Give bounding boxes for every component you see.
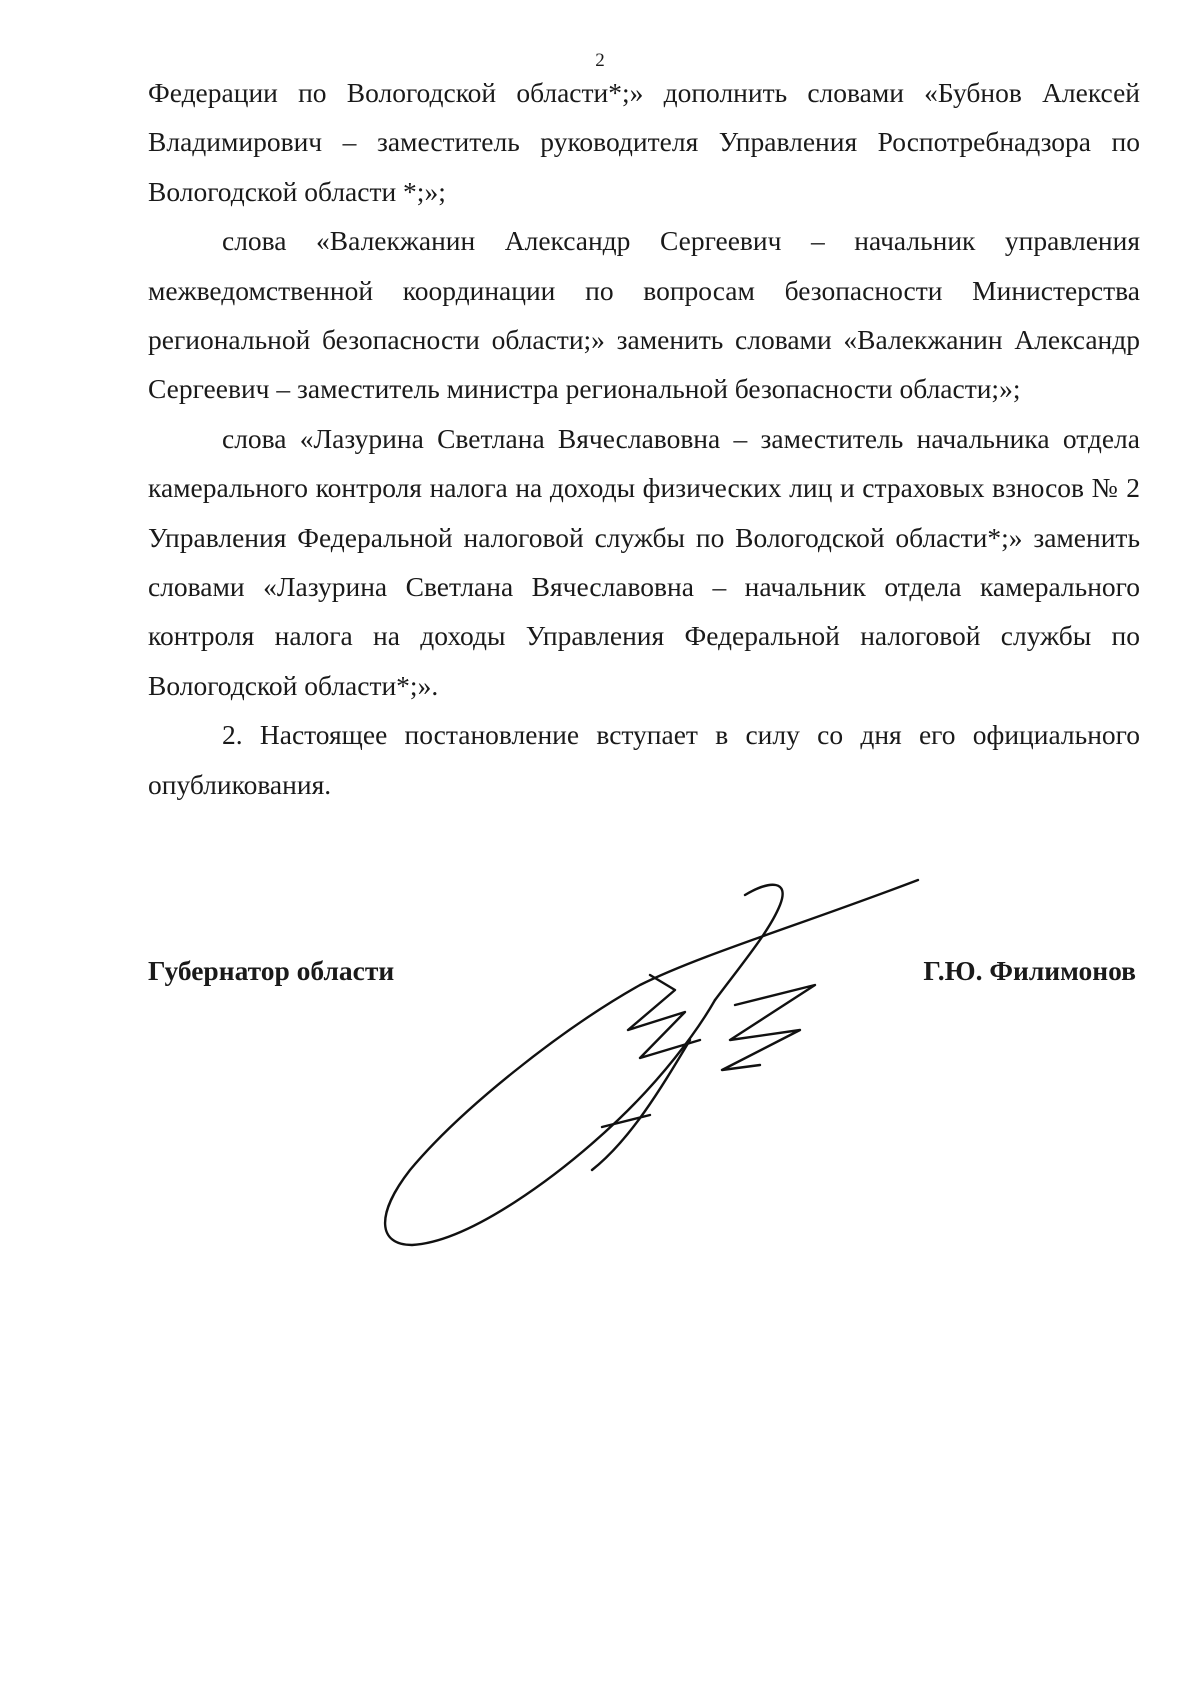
paragraph-valekzhanin: слова «Валекжанин Александр Сергеевич – начальник управления межведомственной координации по вопросам безопасности Министерства региональной безопасности области;» заменить словами «Валекжанин Александр Сергеевич – заместитель министра региональной безопасности области;»; [148, 225, 1140, 405]
signatory-position: Губернатор области [148, 955, 395, 986]
signature-block [148, 955, 1140, 995]
signatory-name: Г.Ю. Филимонов [923, 955, 1136, 986]
document-body [148, 68, 1140, 809]
page-number: 2 [595, 50, 605, 71]
paragraph-continuation: Федерации по Вологодской области*;» дополнить словами «Бубнов Алексей Владимирович – заместитель руководителя Управления Роспотребнадзора по Вологодской области *;»; [148, 77, 1140, 207]
paragraph-lazurina: слова «Лазурина Светлана Вячеславовна – заместитель начальника отдела камерального контроля налога на доходы физических лиц и страховых взносов № 2 Управления Федеральной налоговой службы по Вологодской области*;» заменить словами «Лазурина Светлана Вячеславовна – начальник отдела камерального контроля налога на доходы Управления Федеральной налоговой службы по Вологодской области*;». [148, 422, 1140, 701]
paragraph-effective-date: 2. Настоящее постановление вступает в силу со дня его официального опубликования. [148, 719, 1140, 800]
